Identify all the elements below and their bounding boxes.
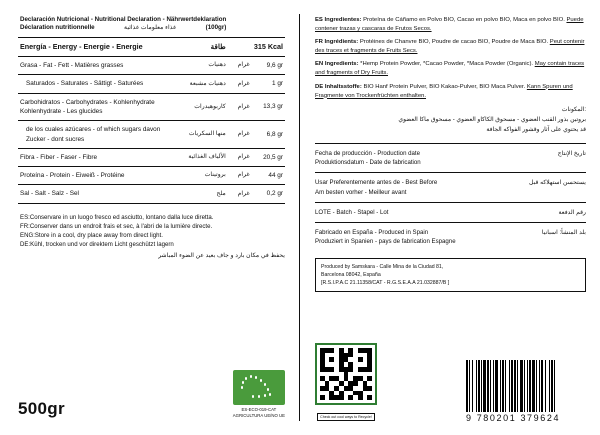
nutrient-name-arabic: دهنيات مشبعة	[169, 75, 228, 93]
ingredients-es-warning: Puede contener trazas y cascaras de Frutos Secos.	[315, 17, 584, 32]
storage-de: DE:Kühl, trocken und vor direktem Licht geschützt lagern	[20, 241, 174, 249]
table-row	[18, 57, 285, 75]
info-row-production-date	[315, 143, 586, 172]
nutrient-value: 6,8 gr	[252, 121, 285, 149]
origin-line2: Produziert in Spanien - pays de fabrication Espagne	[315, 238, 456, 245]
address-line1: Produced by Samskara - Calle Mina de la Ciudad 81,	[321, 264, 444, 271]
nutrient-value: 9,6 gr	[252, 57, 285, 75]
address-line3: [R.S.I.P.A.C 21.11358/CAT - R.G.S.E.A.A 21.032887/B ]	[321, 280, 450, 287]
nutrient-unit-arabic: غرام	[228, 148, 252, 166]
barcode-number: 9 780201 379624	[466, 413, 561, 423]
nutrient-unit-arabic: غرام	[228, 93, 252, 121]
ingredients-arabic-title: المكونات:	[561, 107, 586, 114]
nutrition-heading-line1: Declaración Nutricional - Nutritional Declaration - Nährwertdeklaration	[20, 16, 227, 23]
nutrient-name-arabic: بروتينات	[169, 167, 228, 185]
ingredients-fr-lang: FR Ingrédients:	[315, 39, 359, 46]
address-line2: Barcelona 08042, España	[321, 272, 381, 279]
nutrient-name-arabic: طاقة	[169, 37, 228, 56]
nutrient-unit-arabic: غرام	[228, 185, 252, 203]
barcode-block	[466, 360, 586, 423]
origin-arabic: بلد المنشأ: اسبانيا	[541, 228, 586, 236]
origin-line1: Fabricado en España - Produced in Spain	[315, 228, 429, 236]
ingredients-fr-text: Protéines de Chanvre BIO, Poudre de cacao BIO, Poudre de Maca BIO.	[359, 39, 549, 46]
nutrition-portion: (100gr)	[205, 24, 227, 32]
qr-caption: Check out cool ways to Recycle!	[317, 413, 375, 421]
nutrition-heading-line2: Déclaration nutritionnelle	[20, 24, 95, 32]
nutrient-value: 315 Kcal	[252, 37, 285, 56]
table-row	[18, 167, 285, 185]
nutrient-name: Carbohidratos - Carbohydrates - Kohlenhydrate Kohlenhydrate - Les glucides	[18, 93, 169, 121]
nutrient-unit-arabic: غرام	[228, 167, 252, 185]
info-row-batch	[315, 202, 586, 222]
ingredients-es-text: Proteína de Cáñamo en Polvo BIO, Cacao en polvo BIO, Maca en polvo BIO.	[363, 17, 565, 23]
storage-en: ENG:Store in a cool, dry place away from direct light.	[20, 231, 163, 239]
ingredients-de-lang: DE Inhaltsstoffe:	[315, 83, 362, 90]
qr-code-icon[interactable]	[315, 343, 377, 405]
nutrient-name-arabic: دهنيات	[169, 57, 228, 75]
table-row	[18, 93, 285, 121]
best-before-line1: Usar Preferentemente antes de - Best Before	[315, 179, 438, 187]
ingredients-es-lang: ES Ingredientes:	[315, 17, 362, 23]
eu-organic-origin: AGRICULTURA UE/NO UE	[232, 413, 285, 419]
right-panel	[299, 0, 600, 435]
manufacturer-address	[315, 258, 586, 292]
nutrient-unit-arabic: غرام	[228, 57, 252, 75]
table-row	[18, 37, 285, 56]
nutrient-value: 20,5 gr	[252, 148, 285, 166]
ingredients-en-lang: EN Ingredients:	[315, 61, 359, 68]
ingredients-fr	[315, 38, 586, 56]
nutrition-heading	[18, 16, 285, 33]
nutrient-name-arabic: ملح	[169, 185, 228, 203]
qr-block[interactable]	[315, 343, 377, 423]
info-rows	[315, 143, 586, 251]
ingredients-fr-warning: Peut contenir des traces et fragments de Fruits Secs.	[315, 39, 585, 55]
ingredients-en-warning: May contain traces and fragments of Dry Fruits.	[315, 61, 585, 77]
nutrient-name-arabic: كاربوهيدرات	[169, 93, 228, 121]
info-row-origin	[315, 222, 586, 251]
info-row-best-before	[315, 172, 586, 201]
eu-organic-code: ES-ECO-019-CAT	[241, 407, 277, 413]
ingredients-de-text: BIO Hanf Protein Pulver, BIO Kakao-Pulver, BIO Maca Pulver.	[363, 83, 526, 90]
nutrient-value: 44 gr	[252, 167, 285, 185]
best-before-line2: Am besten vorher - Meilleur avant	[315, 188, 407, 196]
net-weight: 500gr	[18, 399, 65, 418]
table-row	[18, 185, 285, 203]
left-panel	[0, 0, 299, 435]
nutrient-value: 0,2 gr	[252, 185, 285, 203]
nutrition-heading-arabic: غذاء معلومات غذائية	[124, 24, 177, 32]
ingredients-arabic-warning: قد يحتوي على آثار وقشور الفواكه الجافة	[486, 126, 586, 133]
ingredients-en	[315, 60, 586, 78]
table-row	[18, 148, 285, 166]
nutrient-name: Proteína - Protein - Eiweiß - Protéine	[18, 167, 169, 185]
ingredients-de	[315, 83, 586, 101]
nutrition-table	[18, 37, 285, 204]
nutrient-name-arabic: الألياف الغذائية	[169, 148, 228, 166]
table-row	[18, 121, 285, 149]
nutrient-name: Fibra - Fiber - Faser - Fibre	[18, 148, 169, 166]
ingredients-de-warning: Kann Spuren und Fragmente von Trockenfrüchten enthalten.	[315, 83, 573, 99]
storage-arabic: يحفظ في مكان بارد و جاف بعيد عن الضوء المباشر	[158, 252, 285, 260]
nutrient-name: Saturados - Saturates - Sättigt - Saturées	[18, 75, 169, 93]
nutrient-name: Energía - Energy - Energie - Energie	[18, 37, 169, 56]
ingredients-en-text: *Hemp Protein Powder, *Cacao Powder, *Maca Powder (Organic).	[360, 61, 534, 68]
nutrient-unit-arabic	[228, 37, 252, 56]
nutrient-value: 1 gr	[252, 75, 285, 93]
eu-organic-block	[233, 370, 285, 419]
nutrient-value: 13,3 gr	[252, 93, 285, 121]
production-date-line1: Fecha de producción - Production date	[315, 150, 421, 158]
nutrient-name: Grasa - Fat - Fett - Matières grasses	[18, 57, 169, 75]
best-before-arabic: يستحسن استهلاكه قبل	[529, 179, 586, 187]
production-date-arabic: تاريخ الإنتاج	[557, 150, 586, 158]
barcode-icon	[466, 360, 586, 412]
storage-es: ES:Conservare in un luogo fresco ed asciutto, lontano dalla luce diretta.	[20, 213, 214, 221]
batch-line1: LOTE - Batch - Stapel - Lot	[315, 208, 389, 216]
storage-instructions	[18, 213, 285, 261]
nutrient-name: Sal - Salt - Salz - Sel	[18, 185, 169, 203]
storage-fr: FR:Conserver dans un endroit frais et sec, à l'abri de la lumière directe.	[20, 222, 213, 230]
ingredients-arabic-text: بروتين بذور القنب العضوي - مسحوق الكاكاو العضوي - مسحوق ماكا العضوي	[398, 116, 586, 123]
eu-organic-caption	[233, 407, 285, 419]
batch-arabic: رقم الدفعة	[558, 208, 586, 216]
eu-organic-leaf-icon	[233, 370, 285, 405]
nutrient-name-arabic: منها السكريات	[169, 121, 228, 149]
table-row	[18, 75, 285, 93]
production-date-line2: Produktionsdatum - Date de fabrication	[315, 159, 421, 167]
nutrient-unit-arabic: غرام	[228, 121, 252, 149]
ingredients-es	[315, 16, 586, 34]
left-bottom-row	[18, 370, 285, 419]
nutrient-name: de los cuales azúcares - of which sugars davon Zucker - dont sucres	[18, 121, 169, 149]
ingredients-arabic	[315, 106, 586, 135]
nutrient-unit-arabic: غرام	[228, 75, 252, 93]
right-bottom-row	[315, 343, 586, 423]
